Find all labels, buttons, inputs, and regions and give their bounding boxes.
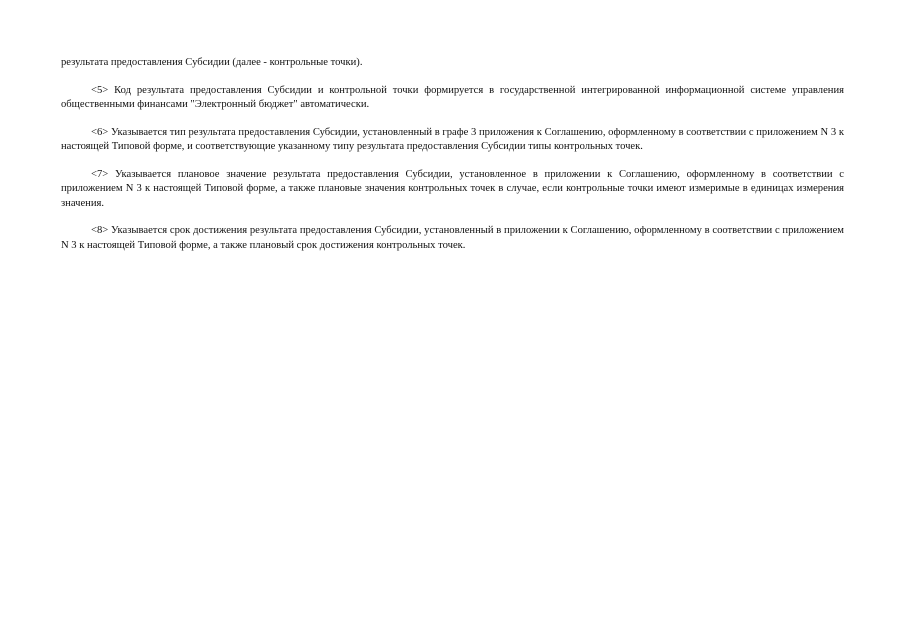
document-body bbox=[61, 56, 844, 266]
footnote-6: <6> Указывается тип результата предоставления Субсидии, установленный в графе 3 приложения к Соглашению, оформленному в соответствии с приложением N 3 к настоящей Типовой форме, и соответствующие указанному типу результата предоставления Субсидии типы контрольных точек. bbox=[61, 126, 844, 152]
footnote-7: <7> Указывается плановое значение результата предоставления Субсидии, установленное в приложении к Соглашению, оформленному в соответствии с приложением N 3 к настоящей Типовой форме, а также плановые значения контрольных точек в случае, если контрольные точки имеют измеримые в единицах измерения значения. bbox=[61, 168, 844, 209]
footnote-8: <8> Указывается срок достижения результата предоставления Субсидии, установленный в приложении к Соглашению, оформленному в соответствии с приложением N 3 к настоящей Типовой форме, а также плановый срок достижения контрольных точек. bbox=[61, 225, 844, 251]
paragraph-continuation: результата предоставления Субсидии (далее - контрольные точки). bbox=[61, 57, 363, 68]
footnote-5: <5> Код результата предоставления Субсидии и контрольной точки формируется в государственной интегрированной информационной системе управления общественными финансами "Электронный бюджет" автоматически. bbox=[61, 84, 844, 110]
